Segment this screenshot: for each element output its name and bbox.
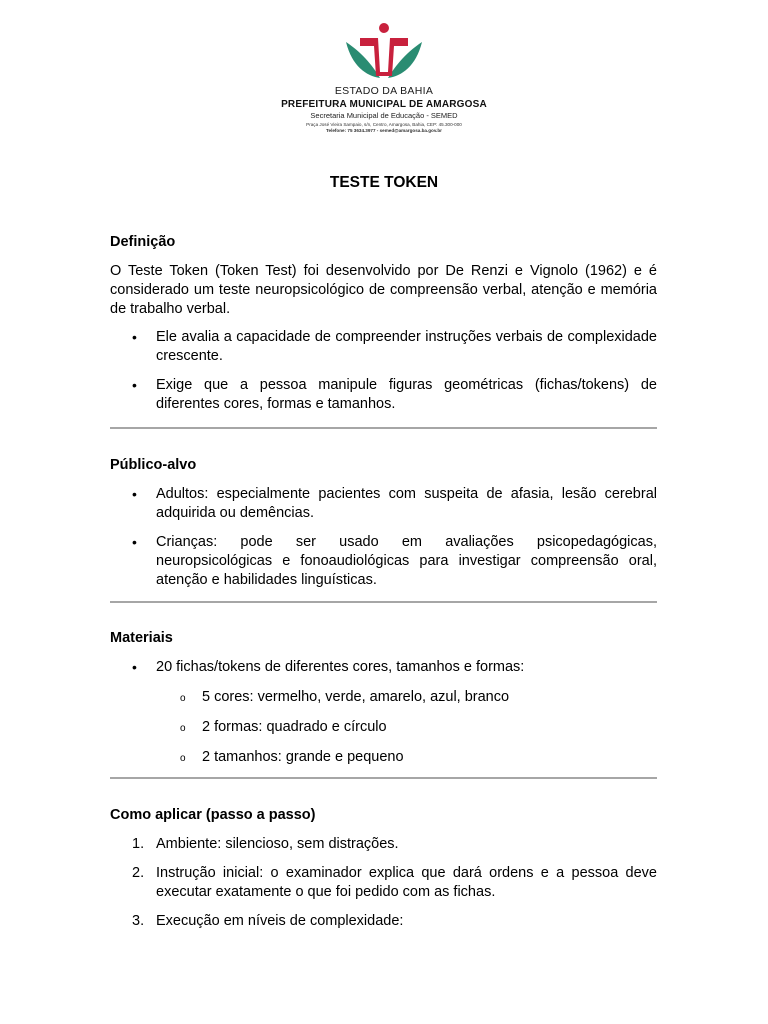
divider [110,601,657,603]
sub-list-item-text: 5 cores: vermelho, verde, amarelo, azul, branco [202,689,510,705]
heading-como-aplicar: Como aplicar (passo a passo) [110,807,316,823]
divider [110,777,657,779]
letterhead-state: ESTADO DA BAHIA [334,85,434,97]
heading-definicao: Definição [110,234,176,250]
letterhead [0,22,768,133]
divider [110,427,657,429]
numbered-step [110,864,657,902]
section-publico [110,456,657,590]
step-number: 3. [132,913,145,929]
list-item-text: Adultos: especialmente pacientes com suspeita de afasia, lesão cerebral adquirida ou demências. [156,486,657,521]
numbered-step [110,835,657,854]
sub-list-item [110,748,657,767]
sub-list-item [110,688,657,707]
heading-publico: Público-alvo [110,457,197,473]
step-number: 2. [132,865,145,881]
list-item [110,485,657,523]
letterhead-contact: Telefone: 75 3634.3977 - semed@amargosa.ba.gov.br [326,128,442,133]
definicao-paragraph: O Teste Token (Token Test) foi desenvolvido por De Renzi e Vignolo (1962) e é considerado um teste neuropsicológico de compreensão verbal, atenção e memória de trabalho verbal. [110,263,657,317]
list-item-text: 20 fichas/tokens de diferentes cores, tamanhos e formas: [156,659,525,675]
bullet-icon: • [132,486,137,502]
circle-bullet-icon: o [180,753,186,764]
letterhead-prefeitura: PREFEITURA MUNICIPAL DE AMARGOSA [281,99,487,110]
step-text: Execução em níveis de complexidade: [156,913,404,929]
prefeitura-logo-icon [344,22,424,80]
heading-materiais: Materiais [110,630,173,646]
list-item [110,658,657,677]
letterhead-secretaria: Secretaria Municipal de Educação - SEMED [310,111,458,120]
step-text: Instrução inicial: o examinador explica que dará ordens e a pessoa deve executar exatamente o que foi pedido com as fichas. [156,865,657,900]
list-item-text: Ele avalia a capacidade de compreender instruções verbais de complexidade crescente. [156,329,657,364]
page-title: TESTE TOKEN [329,174,439,191]
section-como-aplicar [110,806,657,931]
sub-list-item-text: 2 formas: quadrado e círculo [202,719,387,735]
numbered-step [110,912,657,931]
step-text: Ambiente: silencioso, sem distrações. [156,836,399,852]
sub-list-item [110,718,657,737]
bullet-icon: • [132,534,137,550]
circle-bullet-icon: o [180,693,186,704]
letterhead-address: Praça José Vieira Sampaio, s/n, Centro, Amargosa, Bahia, CEP: 45.300-000 [306,122,462,127]
section-materiais [110,629,657,767]
list-item [110,376,657,414]
section-definicao [110,233,657,414]
bullet-icon: • [132,659,137,675]
step-number: 1. [132,836,145,852]
list-item-text: Crianças: pode ser usado em avaliações psicopedagógicas, neuropsicológicas e fonoaudiológicas para investigar compreensão oral, atenção e habilidades linguísticas. [156,534,657,588]
list-item-text: Exige que a pessoa manipule figuras geométricas (fichas/tokens) de diferentes cores, formas e tamanhos. [156,377,657,412]
list-item [110,533,657,590]
sub-list-item-text: 2 tamanhos: grande e pequeno [202,749,404,765]
list-item [110,328,657,366]
bullet-icon: • [132,329,137,345]
bullet-icon: • [132,377,137,393]
circle-bullet-icon: o [180,723,186,734]
